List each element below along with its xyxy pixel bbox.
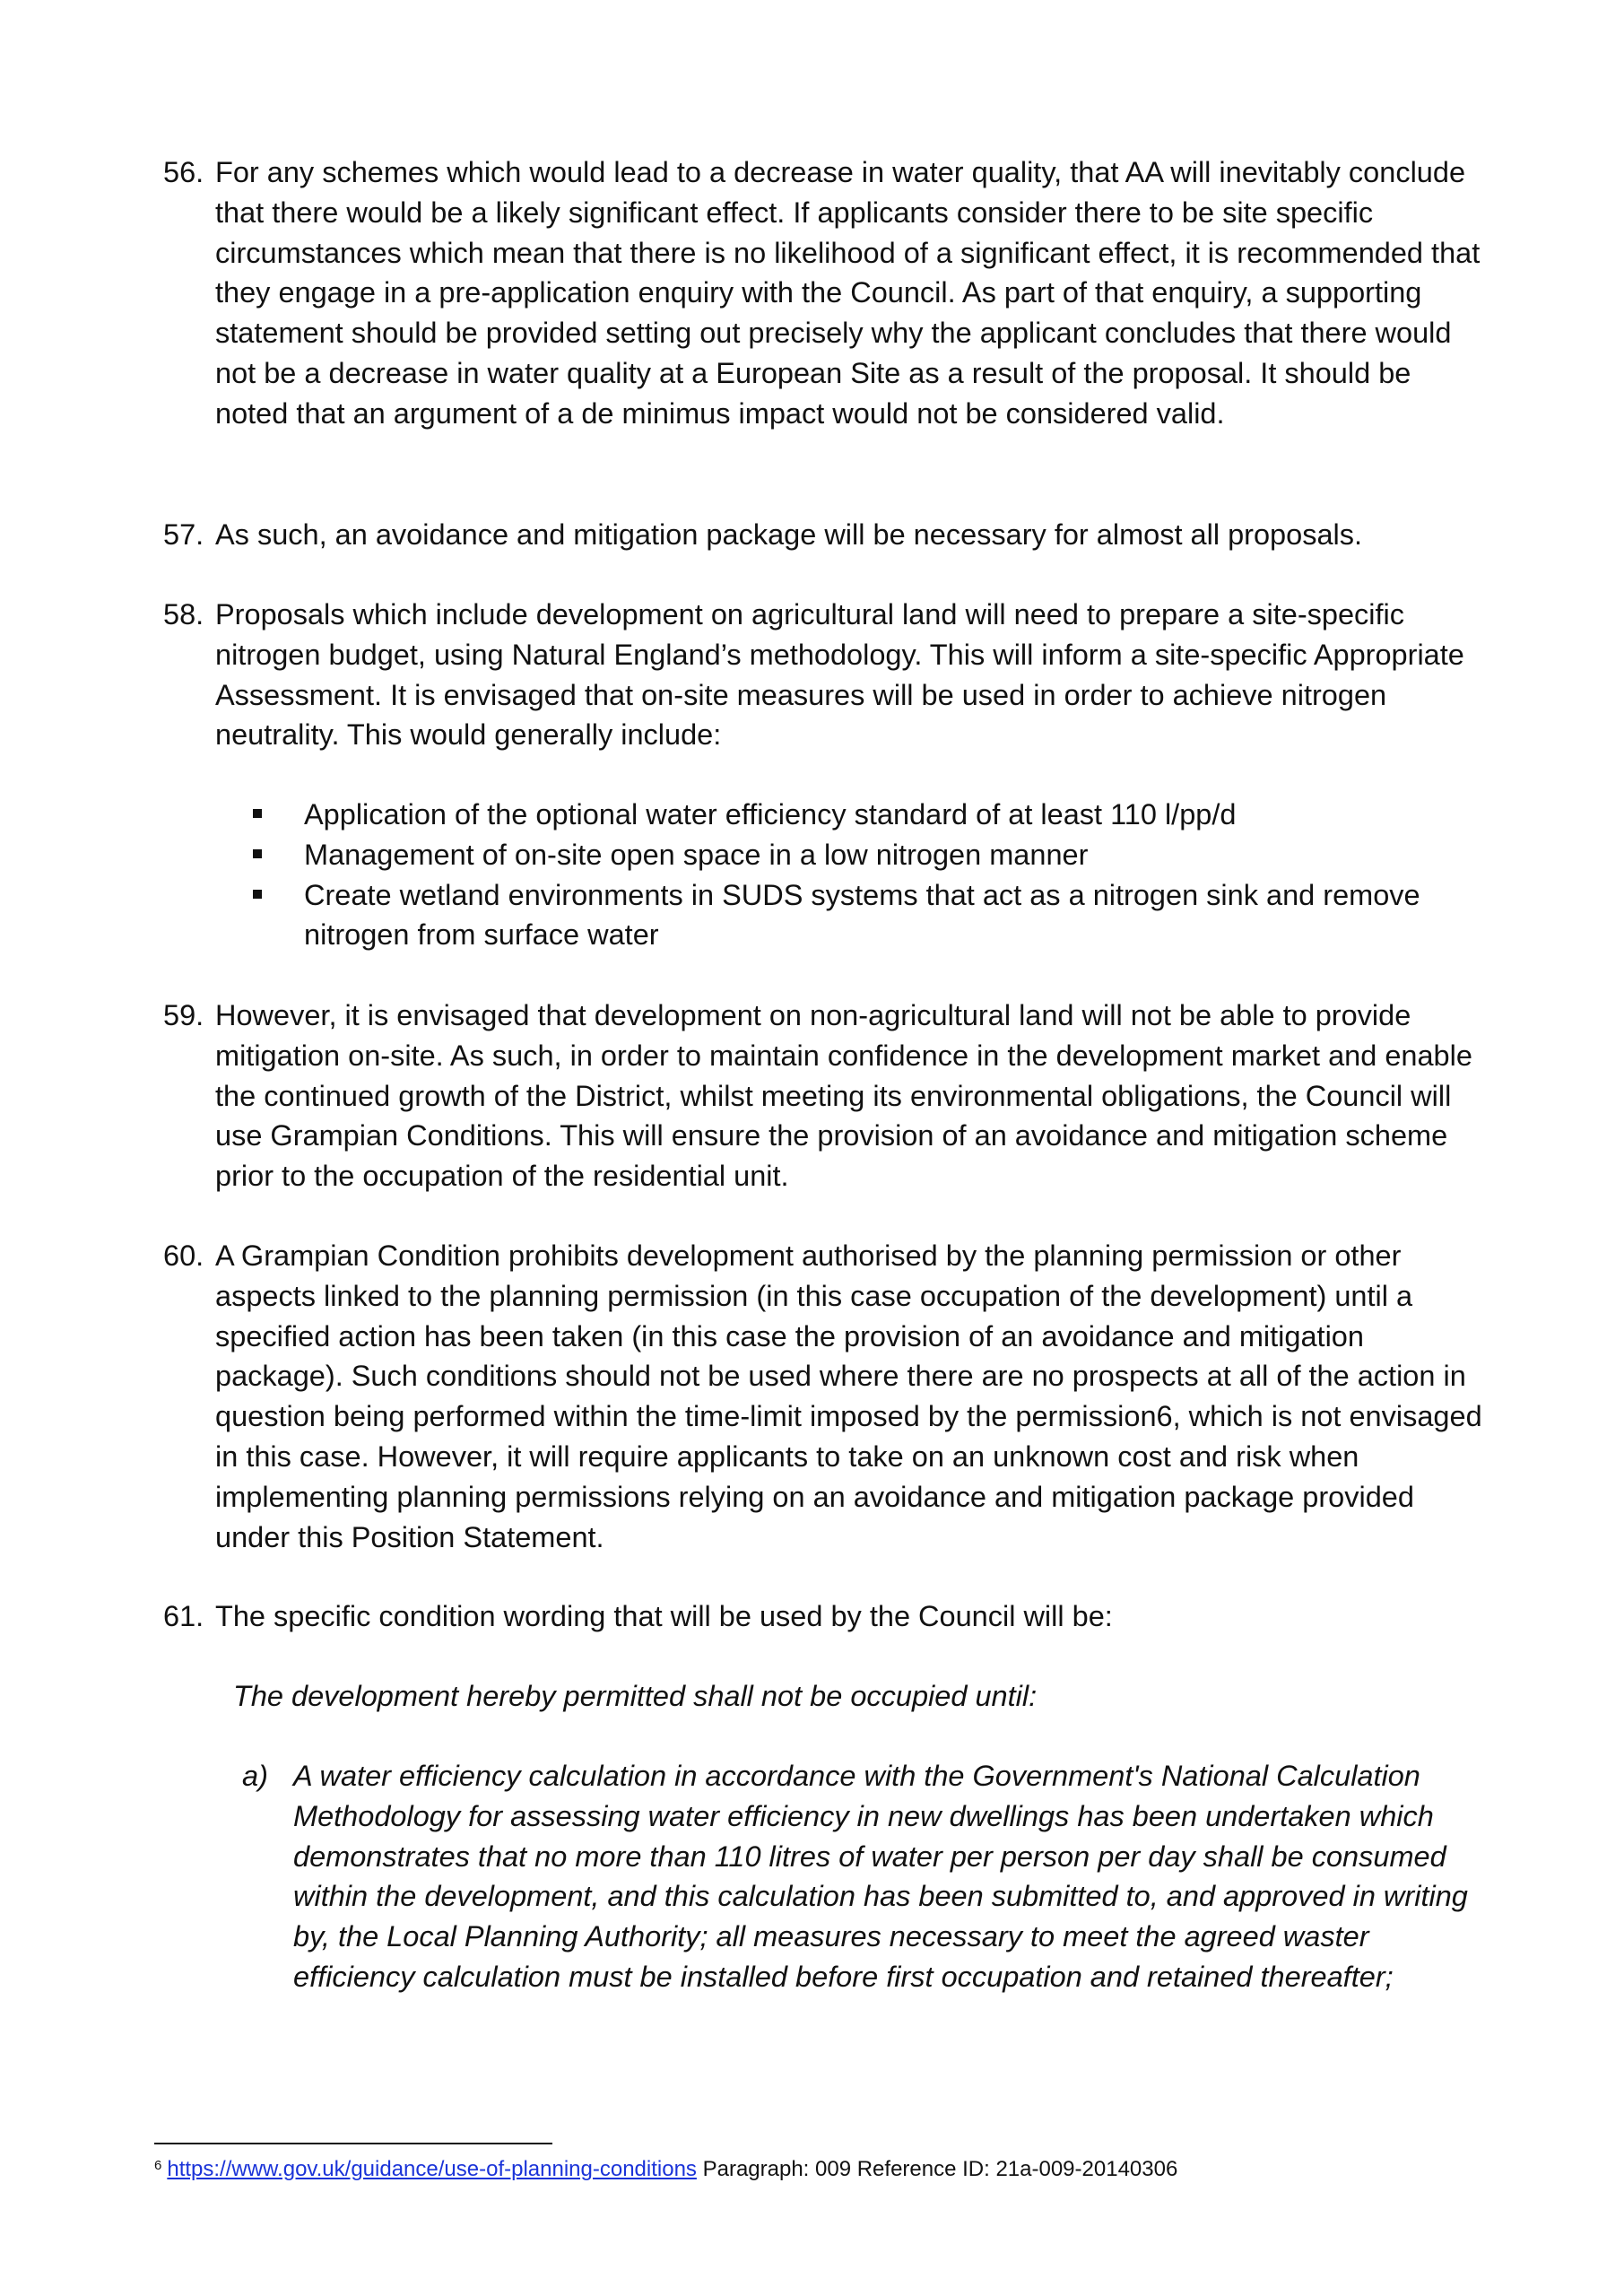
paragraph-number: 61. (163, 1600, 204, 1632)
paragraph-60 (163, 1236, 1490, 1557)
paragraph-61 (163, 1596, 1490, 1637)
paragraph-number: 60. (163, 1239, 204, 1272)
footnote-divider (154, 2143, 552, 2144)
paragraph-text: A Grampian Condition prohibits development authorised by the planning permission or other aspects linked to the planning permission (in this case occupation of the development) until a specified action has been taken (in this case the provision of an avoidance and mitigation package). Such conditions should not be used where there are no prospects at all of the action in question being performed within the time-limit imposed by the permission6, which is not envisaged in this case. However, it will require applicants to take on an unknown cost and risk when implementing planning permissions relying on an avoidance and mitigation package provided under this Position Statement. (215, 1239, 1482, 1553)
list-item (253, 875, 1490, 956)
square-bullet-icon (253, 890, 262, 899)
bullet-list (253, 795, 1490, 955)
square-bullet-icon (253, 849, 262, 858)
square-bullet-icon (253, 809, 262, 818)
list-item-text: Application of the optional water efficiency standard of at least 110 l/pp/d (304, 798, 1237, 831)
paragraph-number: 59. (163, 999, 204, 1031)
list-item-text: Create wetland environments in SUDS systems that act as a nitrogen sink and remove nitrogen from surface water (304, 878, 1420, 952)
condition-item-label: a) (242, 1760, 268, 1792)
paragraph-57 (163, 515, 1490, 555)
paragraph-number: 57. (163, 518, 204, 551)
list-item (253, 795, 1490, 835)
paragraph-text: The specific condition wording that will be used by the Council will be: (215, 1600, 1113, 1632)
paragraph-text: However, it is envisaged that development on non-agricultural land will not be able to provide mitigation on-site. As such, in order to maintain confidence in the development market and enable the continued growth of the District, whilst meeting its environmental obligations, the Council will use Grampian Conditions. This will ensure the provision of an avoidance and mitigation scheme prior to the occupation of the residential unit. (215, 999, 1472, 1193)
paragraph-number: 58. (163, 598, 204, 631)
paragraph-text: For any schemes which would lead to a decrease in water quality, that AA will inevitably conclude that there would be a likely significant effect. If applicants consider there to be site specific circumstances which mean that there is no likelihood of a significant effect, it is recommended that they engage in a pre-application enquiry with the Council. As part of that enquiry, a supporting statement should be provided setting out precisely why the applicant concludes that there would not be a decrease in water quality at a European Site as a result of the proposal. It should be noted that an argument of a de minimus impact would not be considered valid. (215, 156, 1481, 430)
paragraph-58 (163, 595, 1490, 755)
paragraph-text: As such, an avoidance and mitigation package will be necessary for almost all proposals. (215, 518, 1363, 551)
condition-item-text: A water efficiency calculation in accordance with the Government's National Calculation Methodology for assessing water efficiency in new dwellings has been undertaken which demonstrates that no more than 110 litres of water per person per day shall be consumed within the development, and this calculation has been submitted to, and approved in writing by, the Local Planning Authority; all measures necessary to meet the agreed waster efficiency calculation must be installed before first occupation and retained thereafter; (293, 1760, 1468, 1993)
paragraph-56 (163, 152, 1490, 434)
paragraph-text: Proposals which include development on agricultural land will need to prepare a site-specific nitrogen budget, using Natural England’s methodology. This will inform a site-specific Appropriate Assessment. It is envisaged that on-site measures will be used in order to achieve nitrogen neutrality. This would generally include: (215, 598, 1464, 752)
paragraph-number: 56. (163, 156, 204, 188)
footnote (154, 2156, 1177, 2183)
list-item (253, 835, 1490, 875)
footnote-link[interactable]: https://www.gov.uk/guidance/use-of-planning-conditions (167, 2157, 697, 2181)
condition-intro: The development hereby permitted shall not be occupied until: (233, 1680, 1038, 1712)
list-item-text: Management of on-site open space in a low nitrogen manner (304, 838, 1089, 871)
footnote-reference: Paragraph: 009 Reference ID: 21a-009-20140306 (696, 2157, 1178, 2181)
footnote-number: 6 (154, 2158, 162, 2173)
condition-item (242, 1756, 1490, 1997)
paragraph-59 (163, 996, 1490, 1196)
